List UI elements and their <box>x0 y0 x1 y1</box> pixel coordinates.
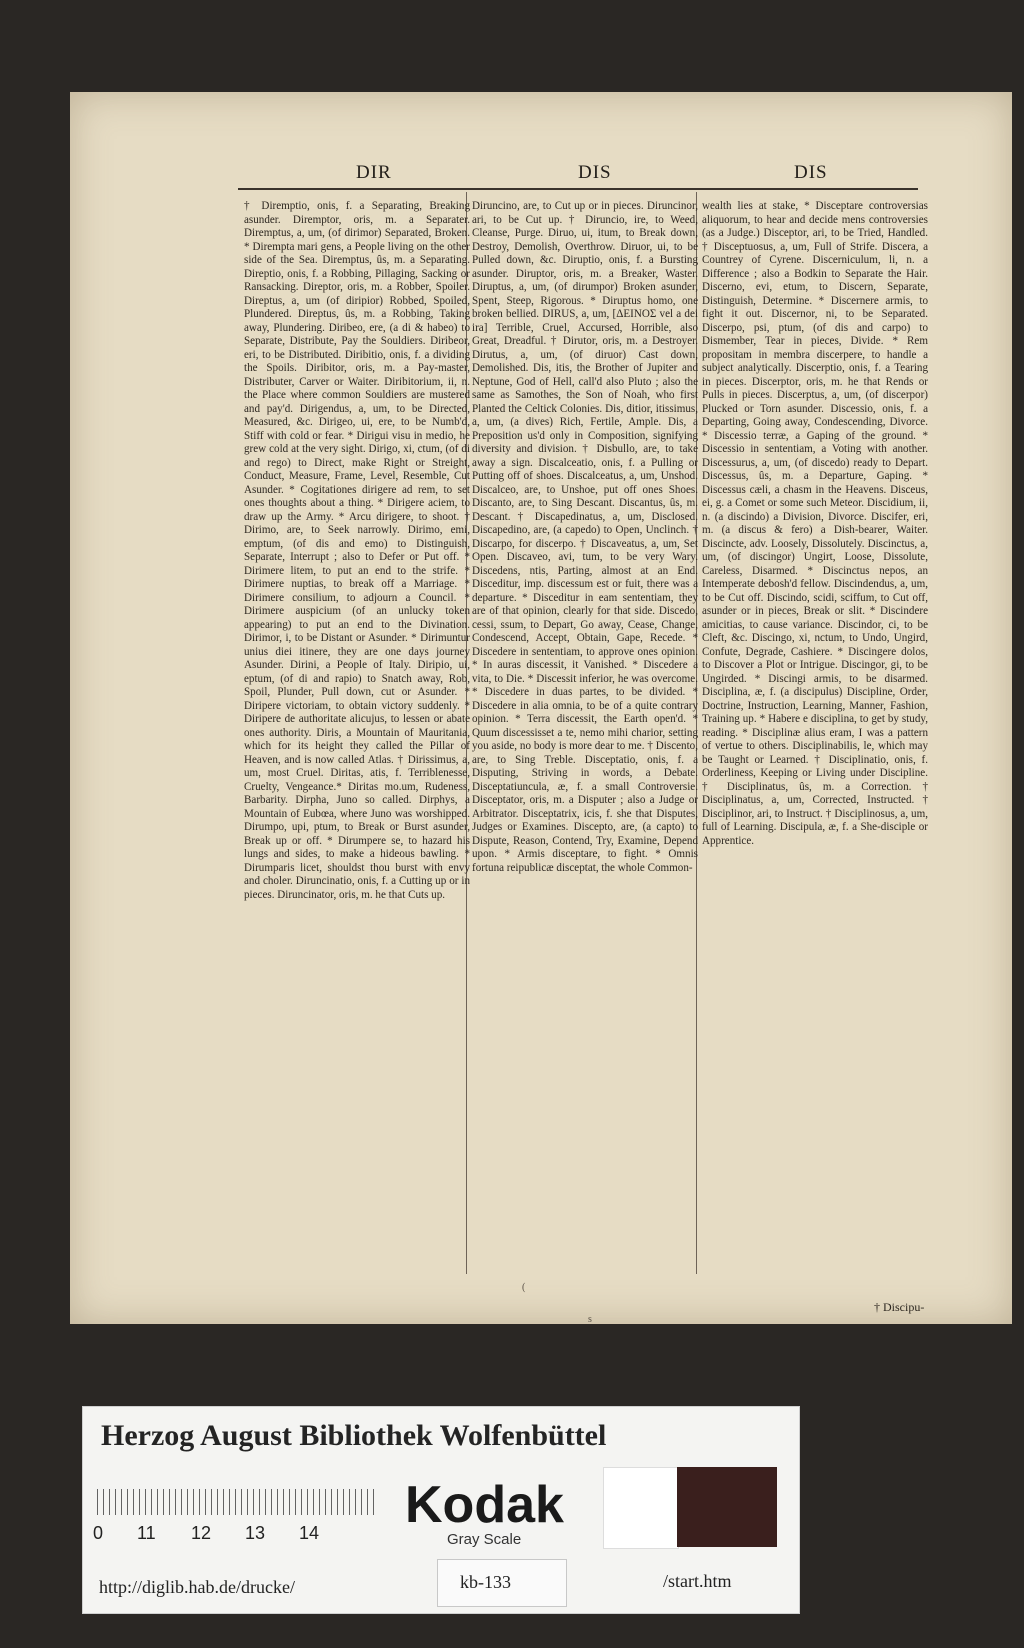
page-mark: ( <box>522 1282 526 1293</box>
source-url: http://diglib.hab.de/drucke/ <box>99 1577 295 1597</box>
shelf-code: kb-133 <box>460 1572 511 1592</box>
scale-ruler <box>97 1489 377 1515</box>
book-page <box>70 92 1012 1324</box>
running-head-left: DIR <box>356 162 392 183</box>
ruler-number: 12 <box>191 1523 212 1543</box>
dark-patch <box>677 1467 777 1547</box>
white-patch <box>603 1467 679 1549</box>
ruler-numbers <box>93 1523 393 1544</box>
page-mark: s <box>588 1314 592 1325</box>
running-head-middle: DIS <box>578 162 612 183</box>
running-head-right: DIS <box>794 162 828 183</box>
catchword: † Discipu- <box>874 1300 925 1314</box>
ruler-number: 14 <box>299 1523 320 1543</box>
start-path: /start.htm <box>663 1571 732 1591</box>
ruler-number: 13 <box>245 1523 266 1543</box>
running-head-bar <box>238 162 918 190</box>
digitization-target <box>82 1406 800 1614</box>
dictionary-column-3: wealth lies at stake, * Disceptare controversias aliquorum, to hear and decide mens controversies (as a Judge.) Disceptor, ari, to be Tried, Handled. † Disceptuosus, a, um, Full of Strife. Discera, a Countrey of Cyrene. Discerniculum, li, n. a Difference ; also a Bodkin to Separate the Hair. Discerno, evi, etum, to Discern, Separate, Distinguish, Determine. * Discernere armis, to fight it out. Discernor, ni, to be Separated. Discerpo, psi, ptum, (of dis and carpo) to Dismember, Tear in pieces, Divide. * Rem propositam in membra discerpere, to handle a subject analytically. Discerptio, onis, f. a Tearing in pieces. Discerptor, oris, m. he that Rends or Pulls in pieces. Discerptus, a, um, (of discerpor) Plucked or Torn asunder. Discessio, onis, f. a Departing, Going away, Condescending, Divorce. * Discessio terræ, a Gaping of the ground. * Discessio in sententiam, a Voting with another. Discessurus, a, um, (of discedo) ready to Depart. Discessus, ûs, m. a Departure, Gaping. * Discessus cæli, a chasm in the Heavens. Disceus, ei, g. a Comet or some such Meteor. Discidium, ii, n. (a discindo) a Division, Divorce. Discifer, eri, m. (a discus & fero) a Dish-bearer, Waiter. Discincte, adv. Loosely, Dissolutely. Discinctus, a, um, (of discingor) Ungirt, Loose, Dissolute, Careless, Disarmed. * Discinctus nepos, an Intemperate debosh'd fellow. Discindendus, a, um, to be Cut off. Discindo, scidi, sciffum, to Cut off, asunder or in pieces, Break or slit. * Discindere amicitias, to cause variance. Discindor, ci, to be Cleft, &c. Discingo, xi, nctum, to Undo, Ungird, Confute, Degrade, Cashiere. * Discingere dolos, to Discover a Plot or Intrigue. Discingor, gi, to be Ungirded. * Discingi armis, to be disarmed. Disciplina, æ, f. (a discipulus) Discipline, Order, Doctrine, Instruction, Learning, Manner, Fashion, Training up. * Habere e disciplina, to get by study, reading. * Disciplinæ alius eram, I was a pattern of vertue to others. Disciplinabilis, le, which may be Taught or Learned. † Disciplinatio, onis, f. Orderliness, Keeping or Living under Discipline. † Disciplinatus, ûs, m. a Correction. † Disciplinatus, a, um, Corrected, Instructed. † Disciplinor, ari, to Instruct. † Disciplinosus, a, um, full of Learning. Discipula, æ, f. a She-disciple or Apprentice. <box>702 200 928 847</box>
ruler-number: 11 <box>137 1523 156 1543</box>
dictionary-column-2: Diruncino, are, to Cut up or in pieces. Diruncinor, ari, to be Cut up. † Diruncio, ire, to Weed, Cleanse, Purge. Diruo, ui, itum, to Break down, Destroy, Demolish, Overthrow. Diruor, ui, to be Pulled down, &c. Diruptio, onis, f. a Bursting asunder. Diruptor, oris, m. a Breaker, Waster. Diruptus, a, um, (of dirumpor) Broken asunder, Spent, Steep, Rigorous. * Diruptus homo, one broken bellied. DIRUS, a, um, [ΔΕΙΝΟΣ vel a dei ira] Terrible, Cruel, Accursed, Horrible, also Great, Dreadful. † Dirutor, oris, m. a Destroyer. Dirutus, a, um, (of diruor) Cast down, Demolished. Dis, itis, the Brother of Jupiter and Neptune, God of Hell, call'd also Pluto ; also the same as Samothes, the Son of Noah, who first Planted the Celtick Colonies. Dis, ditior, itissimus, a, um, (a dives) Rich, Fertile, Ample. Dis, a Preposition us'd only in Composition, signifying diversity and division. † Disbullo, are, to take away a sign. Discalceatio, onis, f. a Pulling or Putting off of shoes. Discalceatus, a, um, Unshod. Discalceo, are, to Unshoe, put off ones Shoes. Discanto, are, to Sing Descant. Discantus, ûs, m. Descant. † Discapedinatus, a, um, Disclosed. Discapedino, are, (a capedo) to Open, Unclinch. † Discarpo, for discerpo. † Discaveatus, a, um, Set Open. Discaveo, avi, tum, to be very Wary. Discedens, ntis, Parting, almost at an End. Disceditur, imp. discessum est or fuit, there was a departure. * Disceditur in eam sententiam, they are of that opinion, clearly for that side. Discedo, cessi, ssum, to Depart, Go away, Cease, Change, Condescend, Accept, Obtain, Gape, Recede. * Discedere in sententiam, to approve ones opinion. * In auras discessit, it Vanished. * Discedere a vita, to Die. * Discessit inferior, he was overcome. * Discedere in duas partes, to be divided. * Discedere in alia omnia, to be of a quite contrary opinion. * Terra discessit, the Earth open'd. * Quum discessisset a te, nemo mihi charior, setting you aside, no body is more dear to me. † Discento, are, to Sing Treble. Disceptatio, onis, f. a Disputing, Striving in words, a Debate. Disceptatiuncula, æ, f. a small Controversie. Disceptator, oris, m. a Disputer ; also a Judge or Arbitrator. Disceptatrix, icis, f. she that Disputes, Judges or Examines. Discepto, are, (a capto) to Dispute, Reason, Contend, Try, Examine, Depend upon. * Armis disceptare, to fight. * Omnis fortuna reipublicæ disceptat, the whole Common- <box>472 200 698 874</box>
dictionary-column-1: † Diremptio, onis, f. a Separating, Breaking asunder. Diremptor, oris, m. a Separater. Diremptus, a, um, (of dirimor) Separated, Broken. * Dirempta mari gens, a People living on the other side of the Sea. Diremptus, ûs, m. a Separating. Direptio, onis, f. a Robbing, Pillaging, Sacking or Ransacking. Direptor, oris, m. a Robber, Spoiler. Direptus, a, um (of diripior) Robbed, Spoiled, Plundered. Direptus, ûs, m. a Robbing, Taking away, Plundering. Diribeo, ere, (a di & habeo) to Separate, Distribute, Pay the Souldiers. Diribeor, eri, to be Distributed. Diribitio, onis, f. a dividing the Spoils. Diribitor, oris, m. a Pay-master, Distributer, Carver or Waiter. Diribitorium, ii, n. the Place where common Souldiers are mustered and pay'd. Dirigendus, a, um, to be Directed, Measured, &c. Dirigeo, ui, ere, to be Numb'd, Stiff with cold or fear. * Dirigui visu in medio, he grew cold at the very sight. Dirigo, xi, ctum, (of di and rego) to Direct, make Right or Streight, Conduct, Measure, Frame, Level, Resemble, Cut Asunder. * Cogitationes dirigere ad rem, to set ones thoughts about a thing. * Dirigere aciem, to draw up the Army. * Arcu dirigere, to shoot. † Dirimo, are, to Seek narrowly. Dirimo, emi, emptum, (of dis and emo) to Distinguish, Separate, Interrupt ; also to Defer or Put off. * Dirimere litem, to put an end to the strife. * Dirimere nuptias, to break off a Marriage. * Dirimere consilium, to adjourn a Council. * Dirimere auspicium (of an unlucky token appearing) to put an end to the Divination. Dirimor, i, to be Distant or Asunder. * Dirimuntur unius diei itinere, they are one days journey Asunder. Dirini, a People of Italy. Diripio, ui, eptum, (of di and rapio) to Snatch away, Rob, Spoil, Plunder, Pull down, cut or Asunder. * Diripere victoriam, to obtain victory suddenly. * Diripere de authoritate alicujus, to lessen or abate ones authority. Diris, a Mountain of Mauritania, which for its height they called the Pillar of Heaven, and is now called Atlas. † Dirissimus, a, um, most Cruel. Diritas, atis, f. Terriblenesse, Cruelty, Vengeance.* Diritas mo.um, Rudeness, Barbarity. Dirpha, Juno so called. Dirphys, a Mountain of Eubœa, where Juno was worshipped. Dirumpo, upi, ptum, to Break or Burst asunder, Break up or off. * Dirumpere se, to hazard his lungs and sides, to make a hideous bawling. * Dirumparis licet, shouldst thou burst with envy and choler. Diruncinatio, onis, f. a Cutting up or in pieces. Diruncinator, oris, m. he that Cuts up. <box>244 200 470 901</box>
code-box <box>437 1559 567 1607</box>
kodak-logo: Kodak <box>405 1476 564 1534</box>
library-title: Herzog August Bibliothek Wolfenbüttel <box>101 1419 607 1452</box>
gray-scale-label: Gray Scale <box>447 1531 522 1548</box>
ruler-number: 0 <box>93 1523 104 1543</box>
